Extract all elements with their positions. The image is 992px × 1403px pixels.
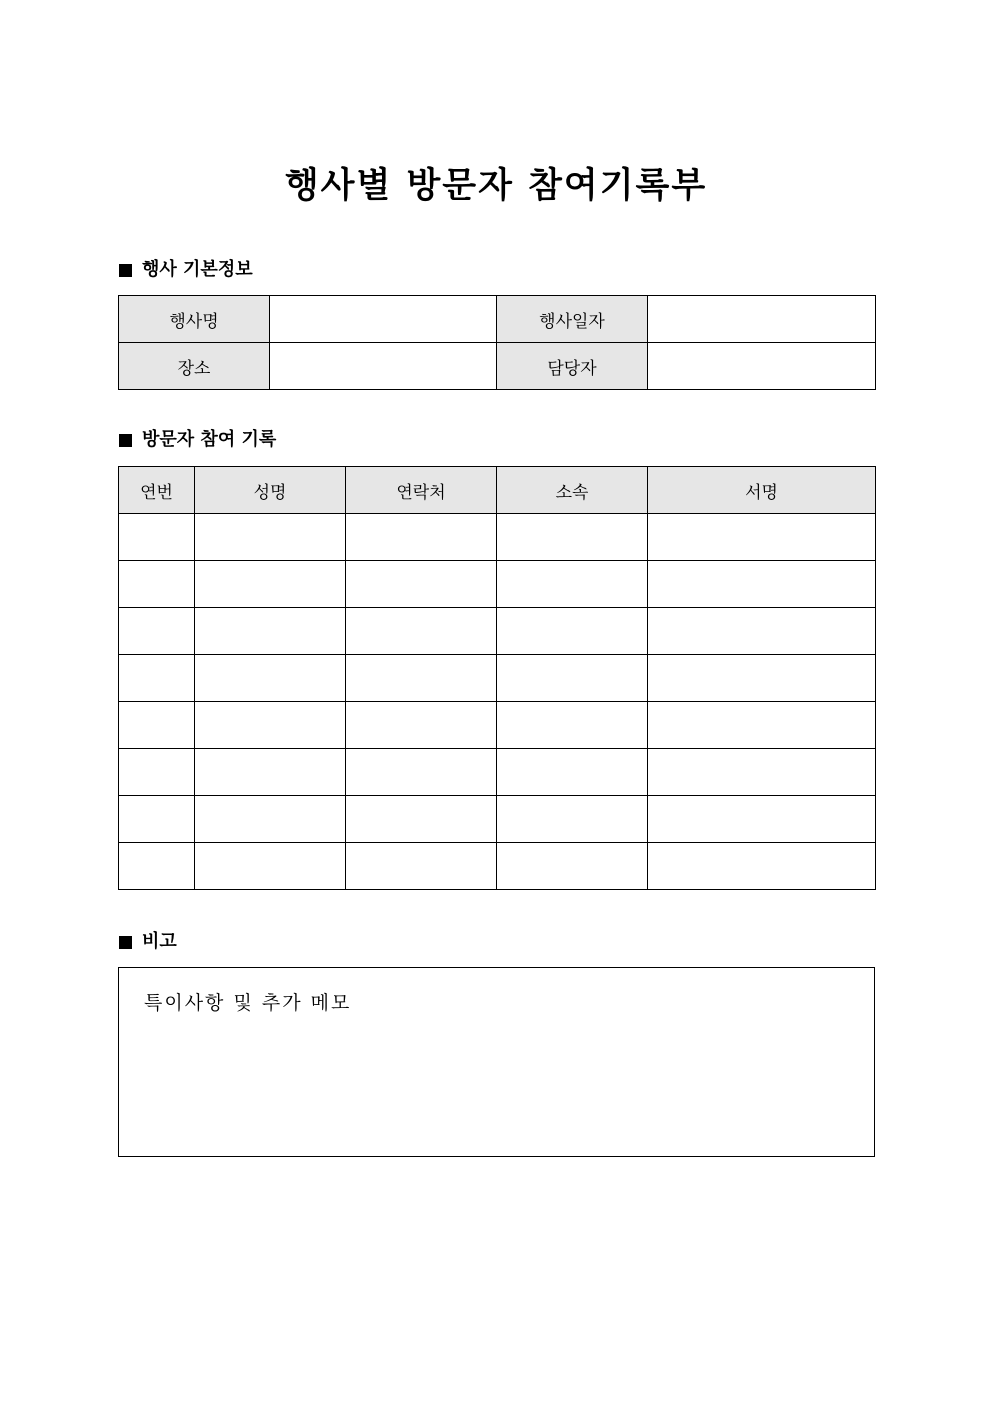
event-date-label: 행사일자 — [497, 296, 648, 343]
affiliation-cell[interactable] — [497, 843, 648, 890]
venue-field[interactable] — [270, 343, 497, 390]
event-info-heading-text: 행사 기본정보 — [142, 259, 253, 280]
affiliation-cell[interactable] — [497, 514, 648, 561]
number-cell[interactable] — [119, 514, 195, 561]
visitor-records-heading-text: 방문자 참여 기록 — [142, 429, 277, 450]
column-header-contact: 연락처 — [346, 467, 497, 514]
affiliation-cell[interactable] — [497, 655, 648, 702]
contact-cell[interactable] — [346, 796, 497, 843]
table-row — [119, 608, 876, 655]
table-row — [119, 343, 876, 390]
table-row — [119, 561, 876, 608]
name-cell[interactable] — [195, 655, 346, 702]
signature-cell[interactable] — [648, 796, 876, 843]
contact-cell[interactable] — [346, 702, 497, 749]
remarks-heading-text: 비고 — [142, 931, 177, 952]
document-title: 행사별 방문자 참여기록부 — [284, 166, 708, 206]
venue-label: 장소 — [119, 343, 270, 390]
contact-cell[interactable] — [346, 561, 497, 608]
number-cell[interactable] — [119, 655, 195, 702]
signature-cell[interactable] — [648, 608, 876, 655]
name-cell[interactable] — [195, 514, 346, 561]
table-row — [119, 655, 876, 702]
number-cell[interactable] — [119, 608, 195, 655]
number-cell[interactable] — [119, 561, 195, 608]
number-cell[interactable] — [119, 796, 195, 843]
signature-cell[interactable] — [648, 561, 876, 608]
affiliation-cell[interactable] — [497, 702, 648, 749]
table-row — [119, 296, 876, 343]
table-header-row — [119, 467, 876, 514]
contact-cell[interactable] — [346, 749, 497, 796]
event-name-field[interactable] — [270, 296, 497, 343]
number-cell[interactable] — [119, 749, 195, 796]
affiliation-cell[interactable] — [497, 561, 648, 608]
square-bullet-icon — [119, 264, 132, 277]
column-header-number: 연번 — [119, 467, 195, 514]
signature-cell[interactable] — [648, 514, 876, 561]
name-cell[interactable] — [195, 749, 346, 796]
column-header-name: 성명 — [195, 467, 346, 514]
name-cell[interactable] — [195, 608, 346, 655]
remarks-text: 특이사항 및 추가 메모 — [144, 992, 352, 1014]
square-bullet-icon — [119, 936, 132, 949]
contact-cell[interactable] — [346, 608, 497, 655]
number-cell[interactable] — [119, 702, 195, 749]
table-row — [119, 843, 876, 890]
visitor-records-table — [118, 466, 876, 890]
table-row — [119, 702, 876, 749]
event-date-field[interactable] — [648, 296, 876, 343]
contact-cell[interactable] — [346, 843, 497, 890]
event-info-table — [118, 295, 876, 390]
name-cell[interactable] — [195, 561, 346, 608]
visitor-records-heading — [119, 428, 276, 452]
column-header-signature: 서명 — [648, 467, 876, 514]
remarks-heading — [119, 930, 177, 954]
signature-cell[interactable] — [648, 749, 876, 796]
signature-cell[interactable] — [648, 702, 876, 749]
column-header-affiliation: 소속 — [497, 467, 648, 514]
name-cell[interactable] — [195, 796, 346, 843]
table-row — [119, 514, 876, 561]
remarks-box[interactable] — [118, 967, 875, 1157]
contact-cell[interactable] — [346, 514, 497, 561]
manager-field[interactable] — [648, 343, 876, 390]
name-cell[interactable] — [195, 843, 346, 890]
contact-cell[interactable] — [346, 655, 497, 702]
square-bullet-icon — [119, 434, 132, 447]
table-row — [119, 749, 876, 796]
signature-cell[interactable] — [648, 843, 876, 890]
manager-label: 담당자 — [497, 343, 648, 390]
event-name-label: 행사명 — [119, 296, 270, 343]
event-info-heading — [119, 258, 253, 282]
affiliation-cell[interactable] — [497, 749, 648, 796]
affiliation-cell[interactable] — [497, 608, 648, 655]
name-cell[interactable] — [195, 702, 346, 749]
signature-cell[interactable] — [648, 655, 876, 702]
number-cell[interactable] — [119, 843, 195, 890]
affiliation-cell[interactable] — [497, 796, 648, 843]
table-row — [119, 796, 876, 843]
